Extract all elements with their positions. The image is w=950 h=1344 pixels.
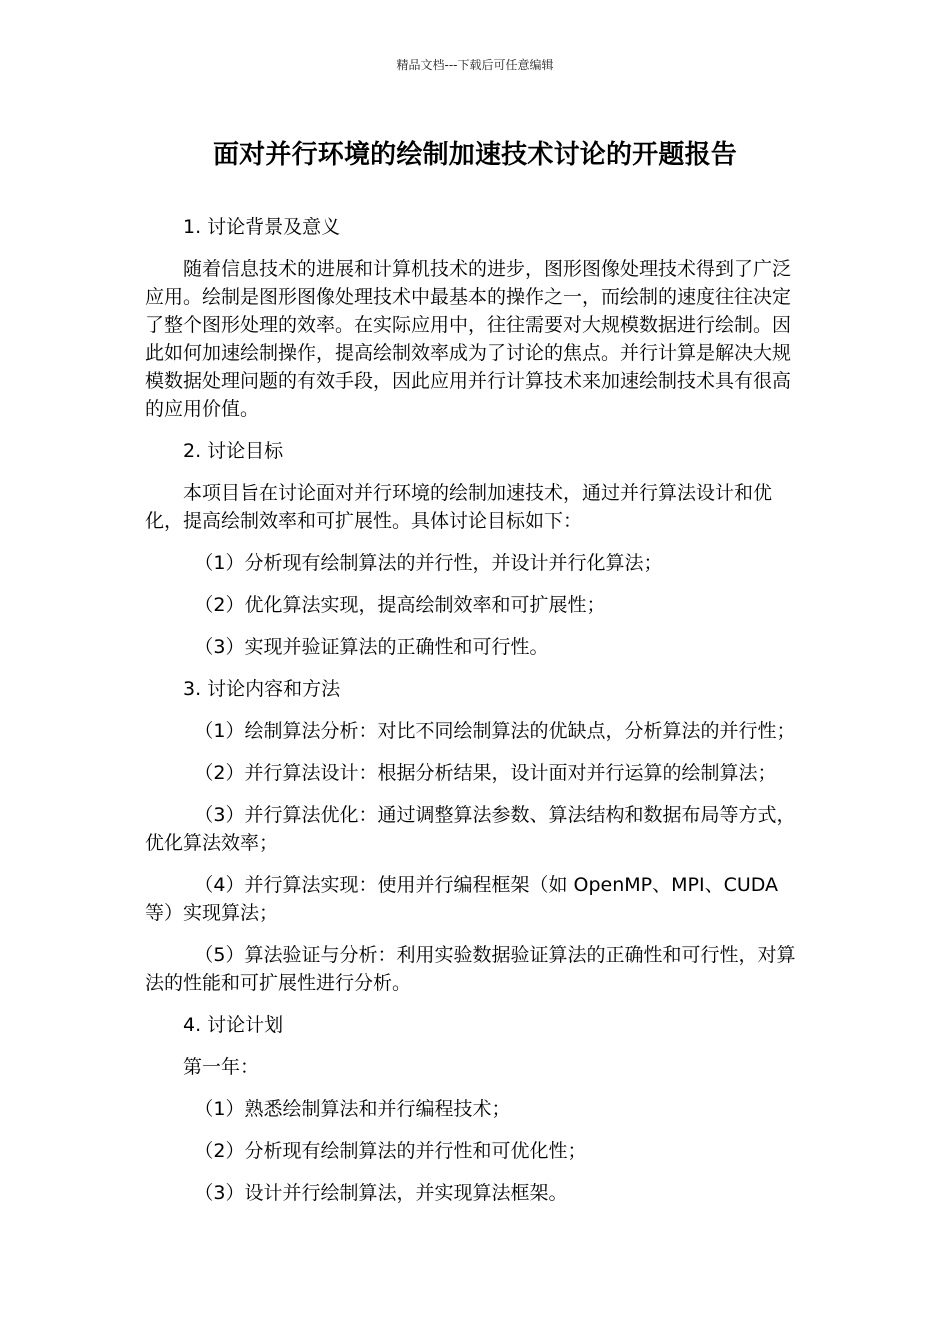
section-3-item: （5）算法验证与分析：利用实验数据验证算法的正确性和可行性，对算法的性能和可扩展性进行分析。 (145, 944, 796, 994)
section-2-item: （1）分析现有绘制算法的并行性，并设计并行化算法； (194, 552, 663, 574)
section-3-heading: 3. 讨论内容和方法 (183, 678, 341, 700)
document-body (145, 213, 809, 1221)
section-2-heading: 2. 讨论目标 (183, 440, 284, 462)
section-2-item: （3）实现并验证算法的正确性和可行性。 (194, 636, 549, 658)
section-2-paragraph: 本项目旨在讨论面对并行环境的绘制加速技术，通过并行算法设计和优化，提高绘制效率和可扩展性。具体讨论目标如下： (145, 482, 773, 532)
section-4-year-label: 第一年： (183, 1056, 260, 1078)
section-2-item: （2）优化算法实现，提高绘制效率和可扩展性； (194, 594, 606, 616)
section-3-item: （1）绘制算法分析：对比不同绘制算法的优缺点，分析算法的并行性； (194, 720, 796, 742)
section-1-heading: 1. 讨论背景及意义 (183, 216, 341, 238)
section-4-heading: 4. 讨论计划 (183, 1014, 284, 1036)
section-1-paragraph: 随着信息技术的进展和计算机技术的进步，图形图像处理技术得到了广泛应用。绘制是图形图像处理技术中最基本的操作之一，而绘制的速度往往决定了整个图形处理的效率。在实际应用中，往往需要对大规模数据进行绘制。因此如何加速绘制操作，提高绘制效率成为了讨论的焦点。并行计算是解决大规模数据处理问题的有效手段，因此应用并行计算技术来加速绘制技术具有很高的应用价值。 (145, 258, 792, 420)
section-4-item: （2）分析现有绘制算法的并行性和可优化性； (194, 1140, 587, 1162)
section-3-item: （3）并行算法优化：通过调整算法参数、算法结构和数据布局等方式，优化算法效率； (145, 804, 796, 854)
section-3-item: （2）并行算法设计：根据分析结果，设计面对并行运算的绘制算法； (194, 762, 777, 784)
section-4-item: （1）熟悉绘制算法和并行编程技术； (194, 1098, 511, 1120)
section-3-item: （4）并行算法实现：使用并行编程框架（如 OpenMP、MPI、CUDA 等）实现算法； (145, 874, 779, 924)
page-header: 精品文档---下载后可任意编辑 (396, 58, 554, 72)
document-title: 面对并行环境的绘制加速技术讨论的开题报告 (212, 140, 737, 170)
section-4-item: （3）设计并行绘制算法，并实现算法框架。 (194, 1182, 568, 1204)
